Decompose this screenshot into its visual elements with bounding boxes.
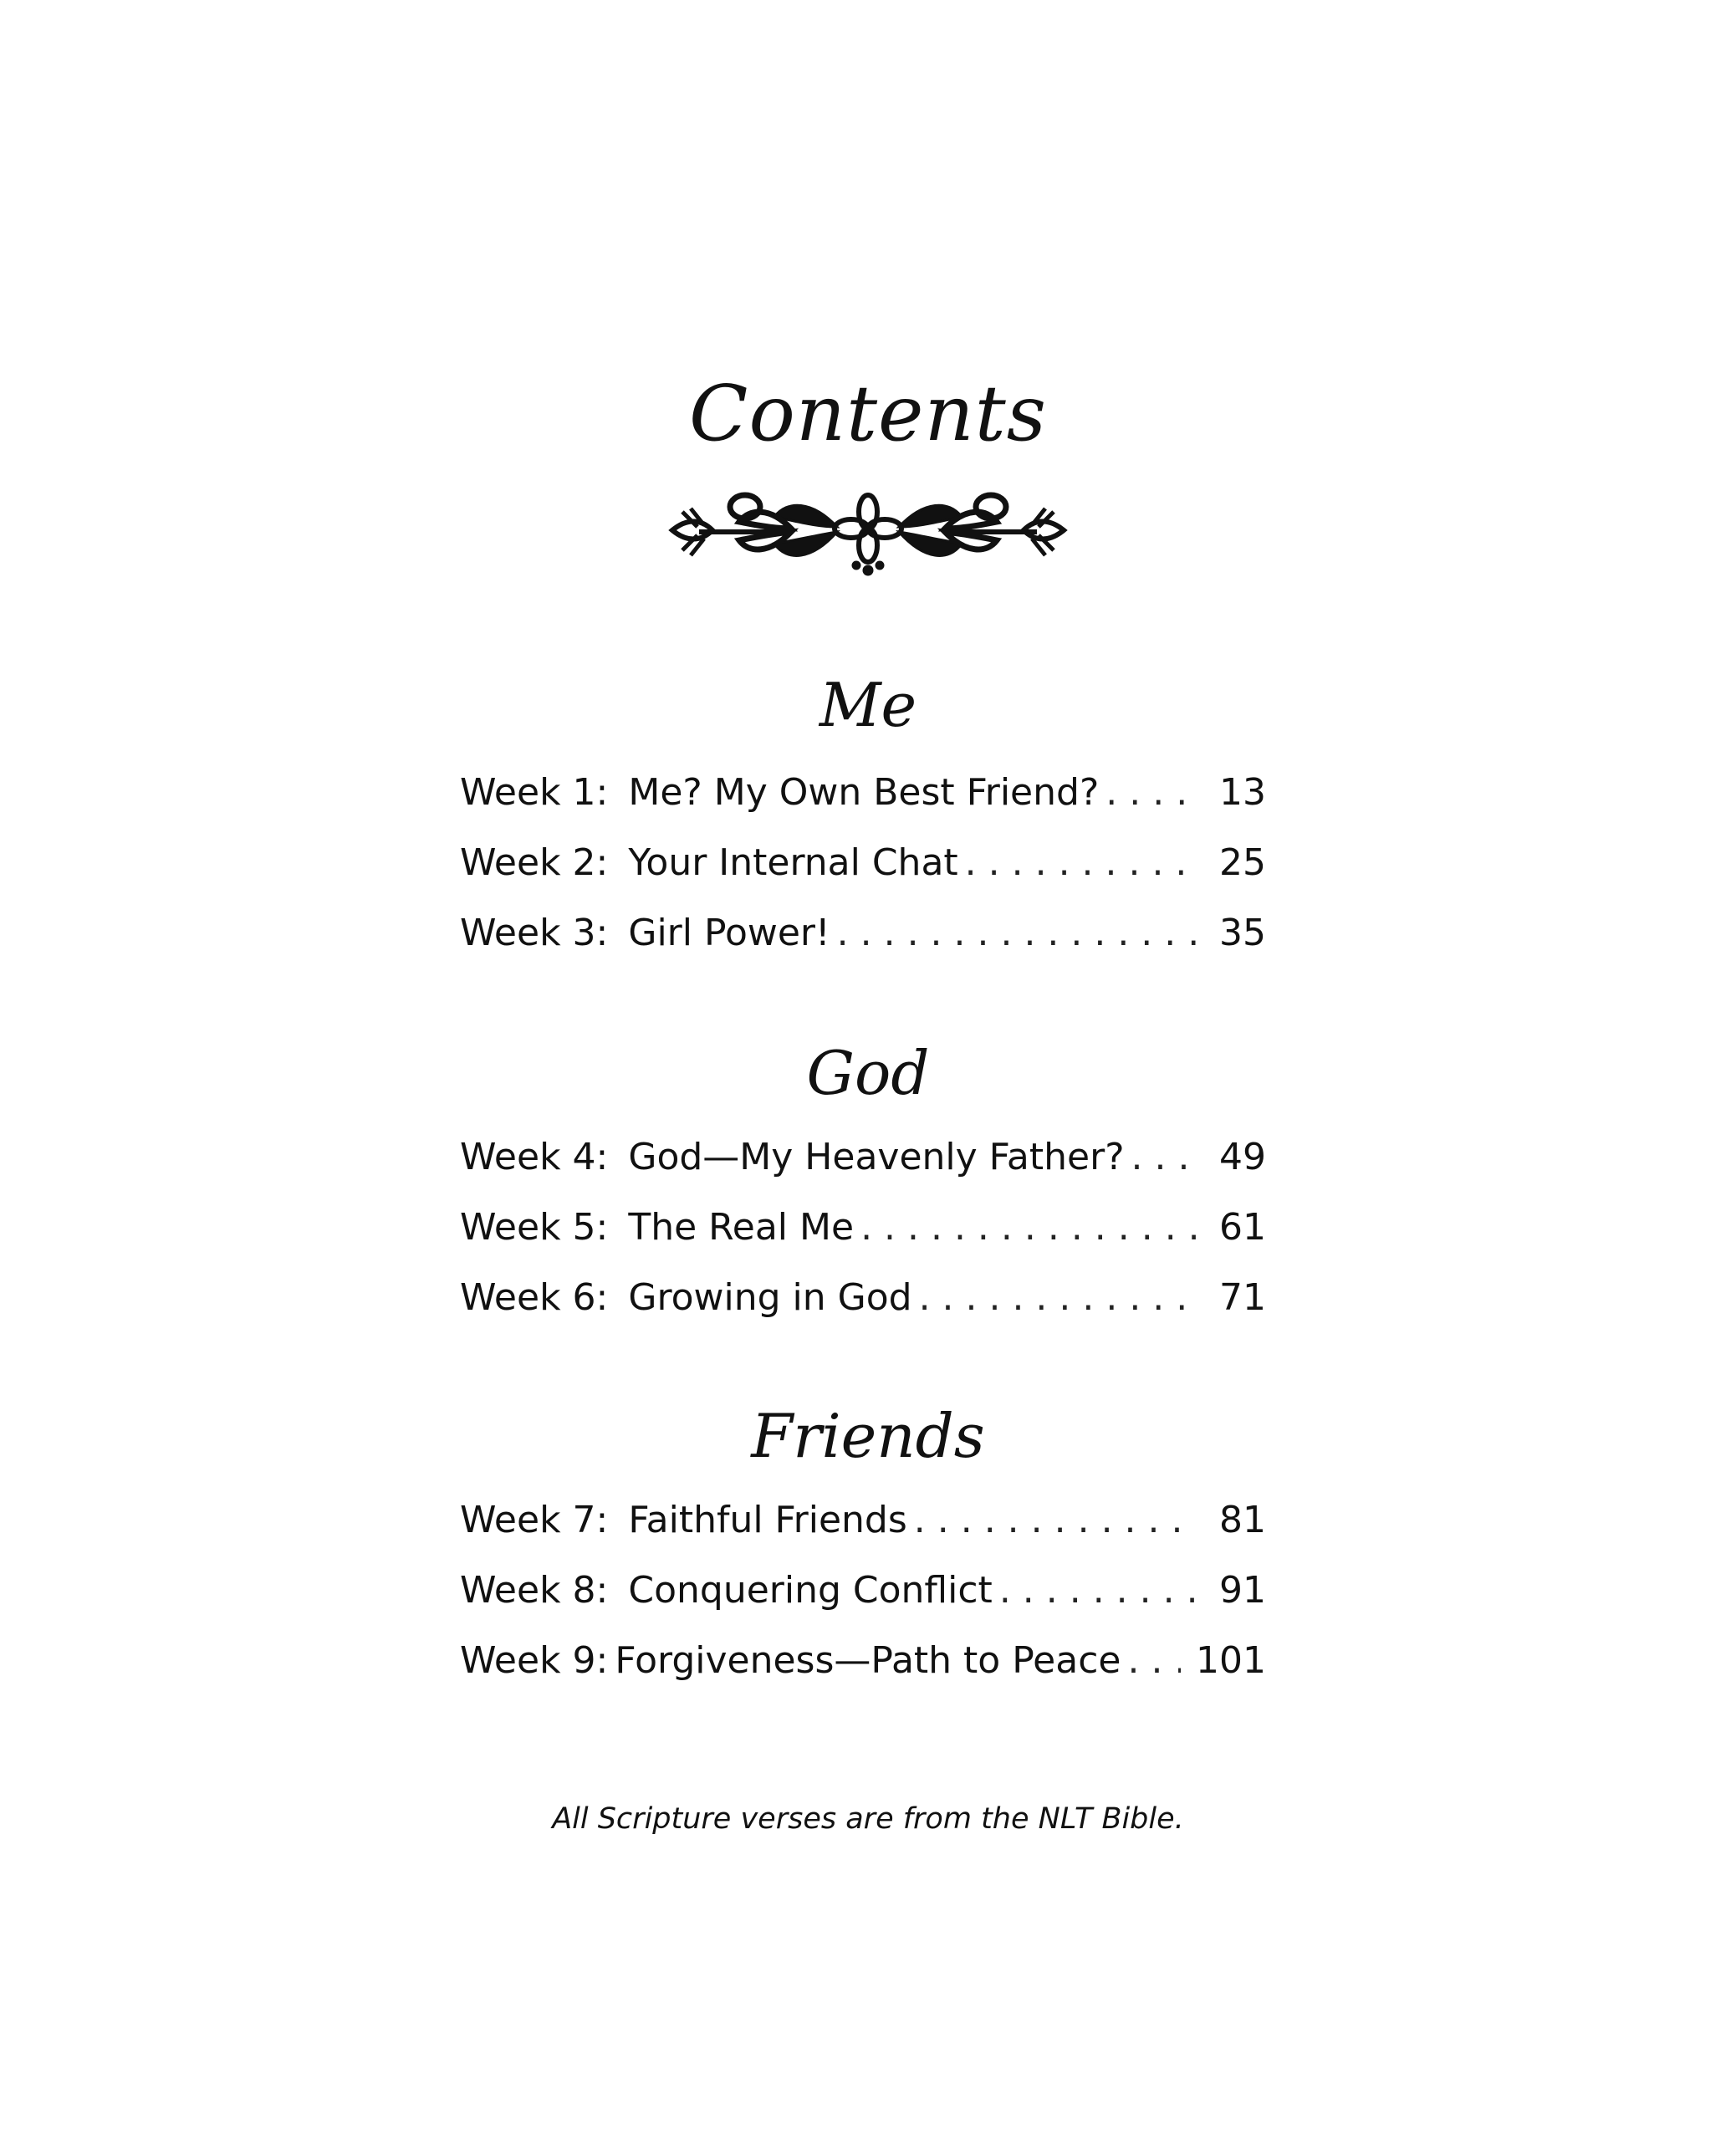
page-title: Contents <box>689 369 1047 458</box>
scripture-footnote: All Scripture verses are from the NLT Bible. <box>552 1802 1184 1836</box>
toc-week-label: Week 9: <box>460 1639 609 1682</box>
toc-week-label: Week 5: <box>460 1206 609 1249</box>
dot-leader <box>919 1263 1196 1333</box>
toc-page-number: 35 <box>1219 912 1266 954</box>
toc-entry[interactable] <box>460 1485 1266 1556</box>
toc-week-label: Week 2: <box>460 841 609 884</box>
toc-page-number: 13 <box>1219 771 1266 814</box>
toc-page-number: 91 <box>1219 1569 1266 1612</box>
toc-entry-title: Your Internal Chat <box>628 841 958 884</box>
toc-entry[interactable] <box>460 1626 1266 1696</box>
toc-page-number: 71 <box>1219 1276 1266 1319</box>
toc-list-friends <box>460 1485 1266 1696</box>
dot-leader <box>1131 1122 1196 1193</box>
toc-entry[interactable] <box>460 898 1266 968</box>
toc-entry-title: Forgiveness—Path to Peace <box>615 1639 1121 1682</box>
toc-entry-title: Faithful Friends <box>628 1499 907 1541</box>
toc-list-god <box>460 1122 1266 1333</box>
toc-entry[interactable] <box>460 1263 1266 1333</box>
toc-entry-title: The Real Me <box>628 1206 855 1249</box>
toc-entry-title: God—My Heavenly Father? <box>628 1136 1125 1178</box>
dot-leader <box>999 1556 1196 1626</box>
toc-list-me <box>460 758 1266 968</box>
section-heading-friends: Friends <box>751 1401 985 1471</box>
toc-week-label: Week 6: <box>460 1276 609 1319</box>
dot-leader <box>965 828 1196 898</box>
toc-week-label: Week 7: <box>460 1499 609 1541</box>
dot-leader <box>914 1485 1196 1556</box>
toc-week-label: Week 8: <box>460 1569 609 1612</box>
section-heading-me: Me <box>819 670 917 740</box>
toc-page-number: 61 <box>1219 1206 1266 1249</box>
toc-page-number: 25 <box>1219 841 1266 884</box>
floral-divider-icon <box>666 483 1070 589</box>
toc-page-number: 81 <box>1219 1499 1266 1541</box>
dot-leader <box>837 898 1196 968</box>
toc-entry[interactable] <box>460 758 1266 828</box>
dot-leader <box>1127 1626 1181 1696</box>
section-heading-god: God <box>806 1038 930 1108</box>
toc-entry[interactable] <box>460 1556 1266 1626</box>
toc-entry-title: Girl Power! <box>628 912 830 954</box>
toc-entry-title: Growing in God <box>628 1276 912 1319</box>
toc-entry[interactable] <box>460 1122 1266 1193</box>
toc-week-label: Week 4: <box>460 1136 609 1178</box>
toc-entry[interactable] <box>460 828 1266 898</box>
toc-entry[interactable] <box>460 1193 1266 1263</box>
toc-page-number: 49 <box>1219 1136 1266 1178</box>
dot-leader <box>1105 758 1196 828</box>
toc-week-label: Week 3: <box>460 912 609 954</box>
toc-entry-title: Me? My Own Best Friend? <box>628 771 1100 814</box>
toc-entry-title: Conquering Conflict <box>628 1569 993 1612</box>
toc-week-label: Week 1: <box>460 771 609 814</box>
dot-leader <box>860 1193 1196 1263</box>
toc-page-number: 101 <box>1196 1639 1266 1682</box>
